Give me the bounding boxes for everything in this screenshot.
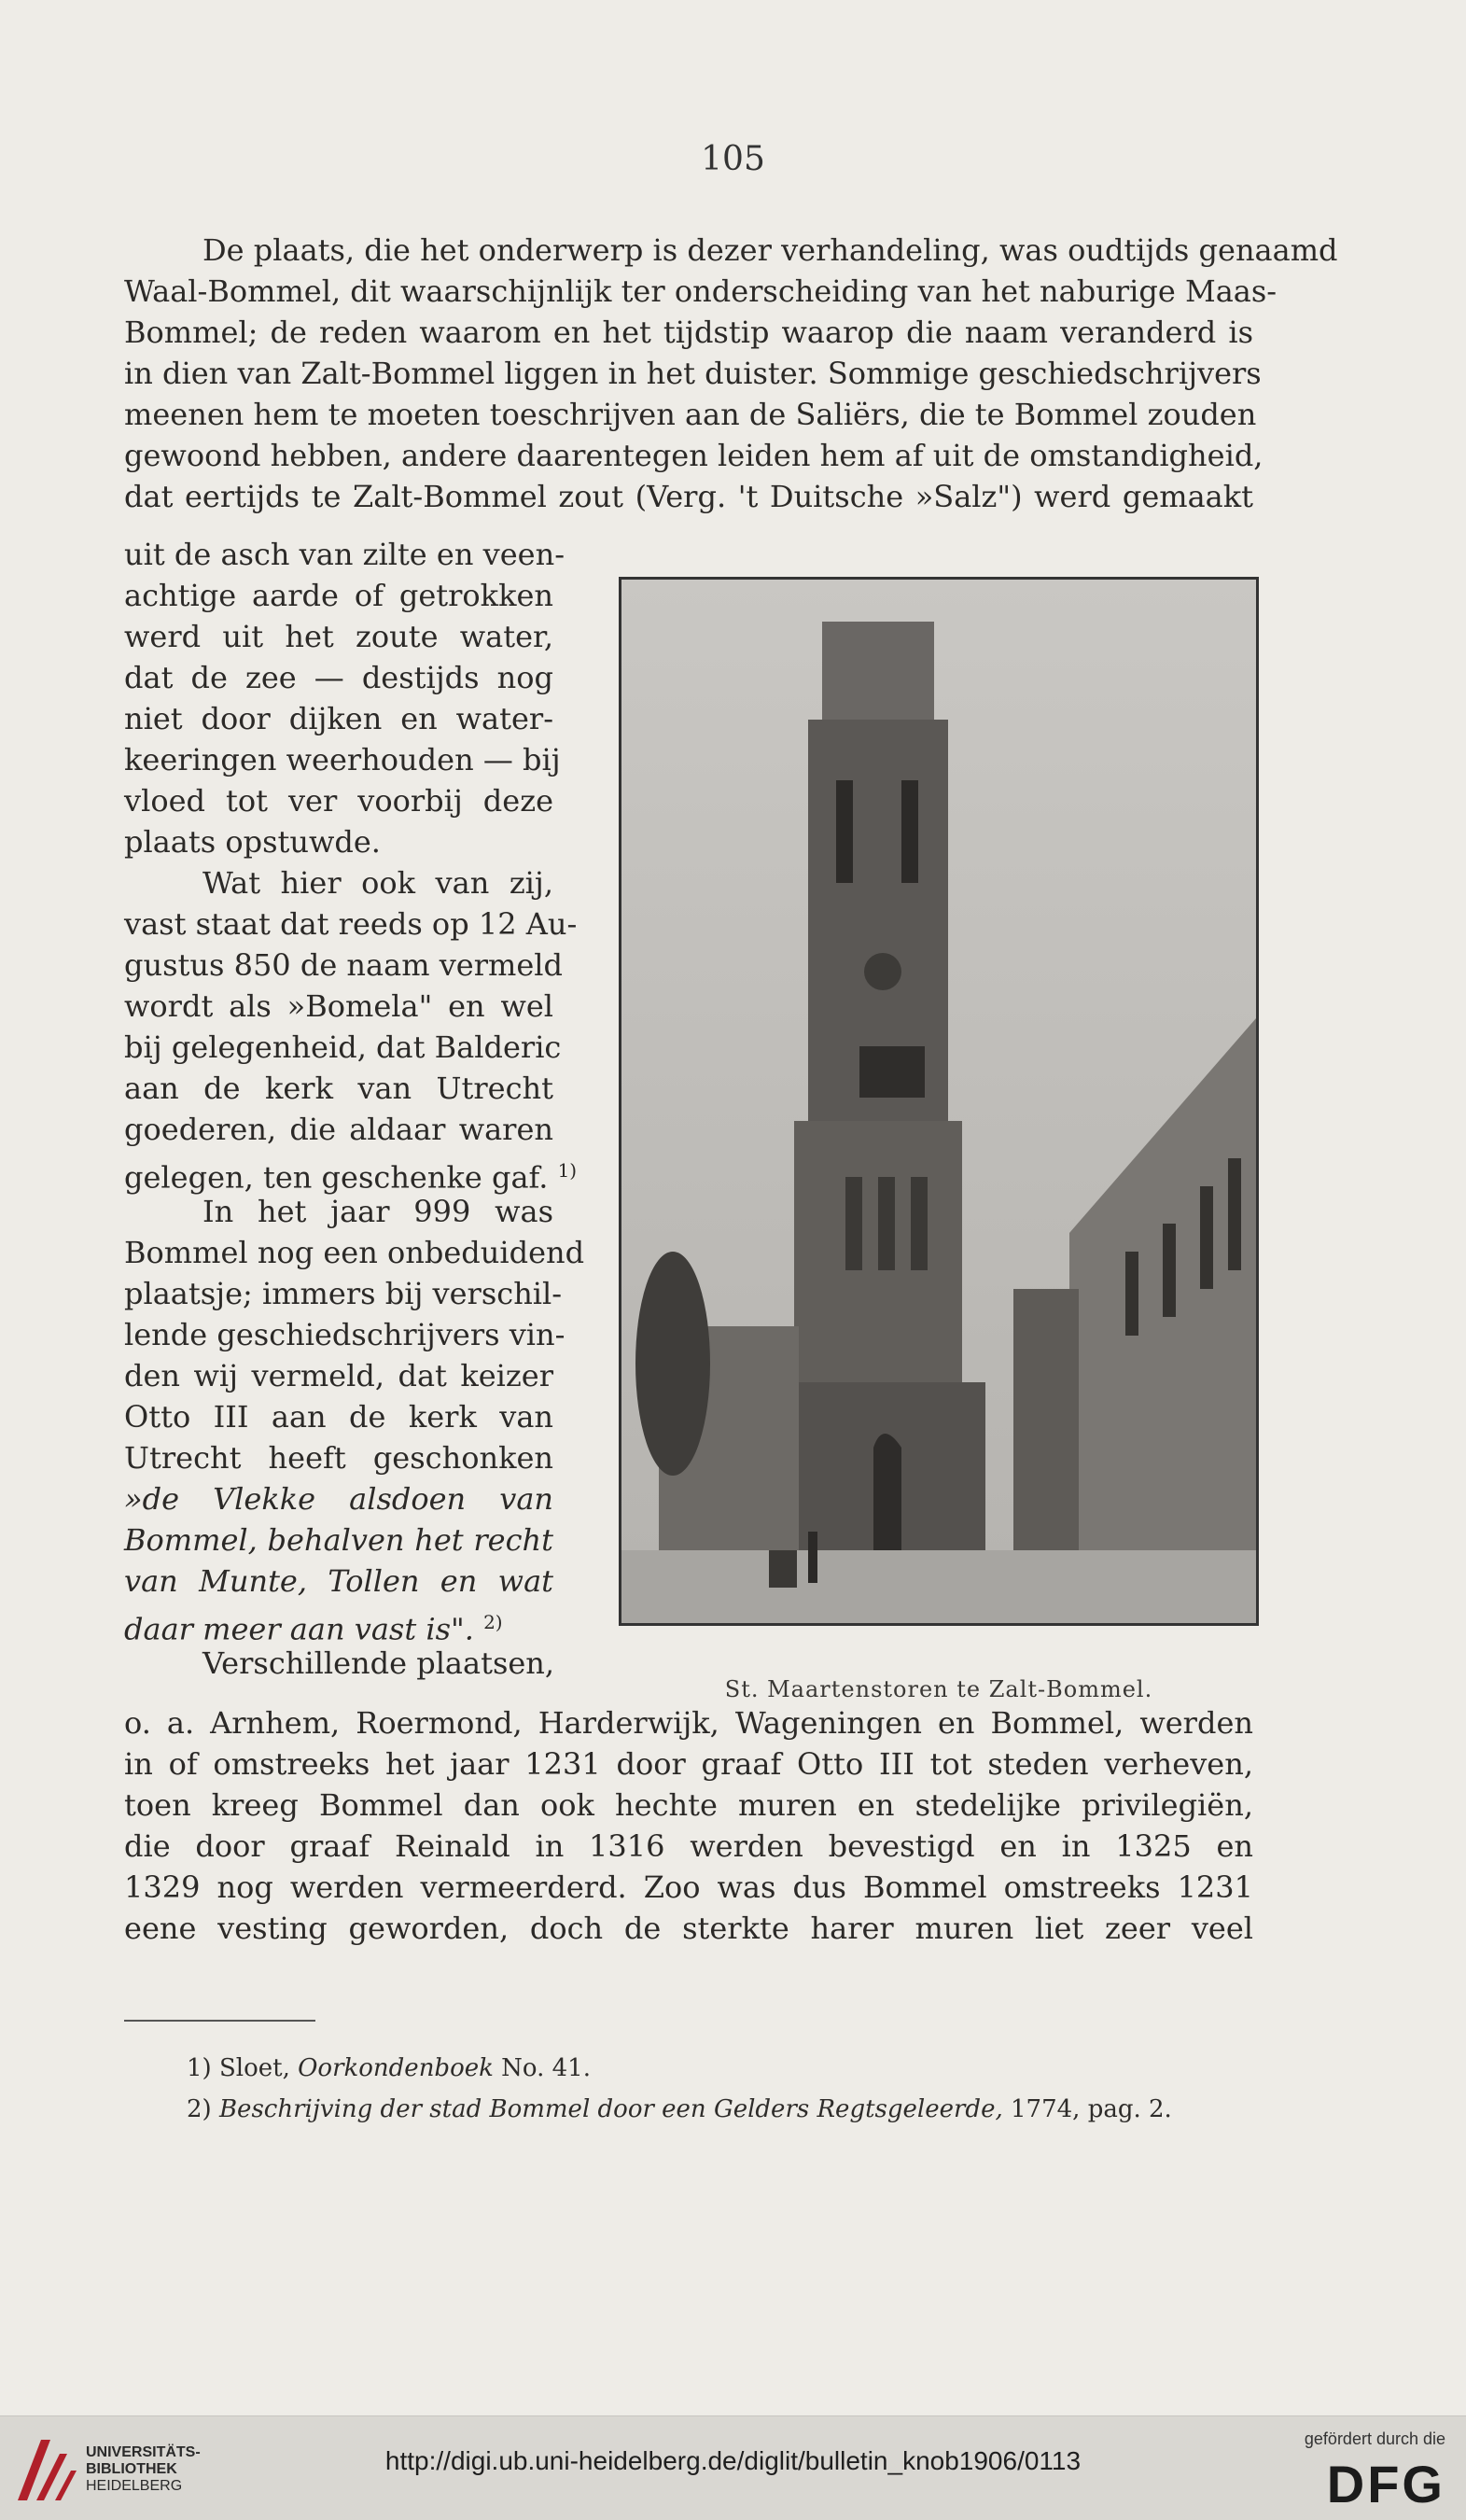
text-line: Utrecht heeft geschonken [124, 1440, 553, 1476]
tower-photograph [619, 577, 1259, 1626]
text-line: 1329 nog werden vermeerderd. Zoo was dus Bommel omstreeks 1231 [124, 1869, 1253, 1905]
text-line: Bommel nog een onbeduidend [124, 1235, 585, 1270]
footnote-rest: 1774, pag. 2. [1011, 2095, 1172, 2123]
footnote-number: 1) [187, 2054, 212, 2082]
text-column-left [124, 534, 585, 1684]
text-line: plaats opstuwde. [124, 824, 381, 860]
viewer-footer [0, 2415, 1466, 2520]
footnote-author: Sloet, [218, 2054, 290, 2082]
line-text: gelegen, ten geschenke gaf. [124, 1159, 549, 1196]
funding-note: gefördert durch die [1304, 2429, 1445, 2448]
text-line: niet door dijken en water- [124, 701, 553, 736]
permalink-url[interactable]: http://digi.ub.uni-heidelberg.de/diglit/bulletin_knob1906/0113 [384, 2446, 1082, 2475]
page-number: 105 [701, 140, 765, 178]
text-line: aan de kerk van Utrecht [124, 1071, 553, 1106]
text-line: toen kreeg Bommel dan ook hechte muren en stedelijke privilegiën, [124, 1787, 1253, 1823]
paragraph-bottom [124, 1702, 1253, 1949]
text-line: den wij vermeld, dat keizer [124, 1358, 553, 1393]
footnote-1 [187, 2048, 1172, 2089]
text-line: van Munte, Tollen en wat [124, 1563, 553, 1599]
text-line: Wat hier ook van zij, [202, 865, 553, 901]
figure-caption: St. Maartenstoren te Zalt-Bommel. [724, 1676, 1153, 1702]
text-line: die door graaf Reinald in 1316 werden bevestigd en in 1325 en [124, 1828, 1253, 1864]
text-line: gewoond hebben, andere daarentegen leiden hem af uit de omstandigheid, [124, 438, 1264, 473]
text-line: lende geschiedschrijvers vin- [124, 1317, 565, 1352]
text-line: Otto III aan de kerk van [124, 1399, 553, 1435]
text-line: Bommel; de reden waarom en het tijdstip waarop die naam veranderd is [124, 315, 1253, 350]
text-line: De plaats, die het onderwerp is dezer verhandeling, was oudtijds genaamd [202, 232, 1338, 268]
text-line: eene vesting geworden, doch de sterkte harer muren liet zeer veel [124, 1911, 1253, 1946]
text-line: keeringen weerhouden — bij [124, 742, 561, 777]
footnote-ref: 2) [483, 1611, 503, 1633]
footnotes [187, 2048, 1172, 2130]
footnote-title: Beschrijving der stad Bommel door een Gelders Regtsgeleerde, [218, 2095, 1003, 2123]
footnote-rest: No. 41. [501, 2054, 591, 2082]
paragraph-top [124, 230, 1338, 517]
text-line: achtige aarde of getrokken [124, 578, 553, 613]
text-line: o. a. Arnhem, Roermond, Harderwijk, Wageningen en Bommel, werden [124, 1705, 1253, 1741]
text-line: bij gelegenheid, dat Balderic [124, 1029, 562, 1065]
footnote-number: 2) [187, 2095, 212, 2123]
line-text: daar meer aan vast is". [124, 1611, 474, 1647]
text-line: werd uit het zoute water, [124, 619, 553, 654]
footnote-title: Oorkondenboek [298, 2054, 494, 2082]
text-line: Waal-Bommel, dit waarschijnlijk ter onderscheiding van het naburige Maas- [124, 273, 1278, 309]
text-line: gustus 850 de naam vermeld [124, 947, 564, 983]
text-line: wordt als »Bomela" en wel [124, 988, 553, 1024]
dfg-logo: DFG [1326, 2455, 1445, 2513]
text-line: in of omstreeks het jaar 1231 door graaf Otto III tot steden verheven, [124, 1746, 1253, 1782]
text-line [124, 1150, 578, 1196]
institution-line: HEIDELBERG [86, 2478, 183, 2494]
text-line: vast staat dat reeds op 12 Au- [124, 906, 578, 942]
institution-line: UNIVERSITÄTS- [86, 2444, 201, 2460]
text-line: plaatsje; immers bij verschil- [124, 1276, 563, 1311]
text-line [124, 1602, 553, 1647]
text-line: vloed tot ver voorbij deze [124, 783, 553, 819]
text-line: goederen, die aldaar waren [124, 1112, 553, 1147]
footnote-2 [187, 2089, 1172, 2130]
text-line: in dien van Zalt-Bommel liggen in het duister. Sommige geschiedschrijvers [124, 356, 1262, 391]
footnote-separator [124, 2020, 315, 2022]
footnote-ref: 1) [557, 1159, 578, 1182]
text-line: Bommel, behalven het recht [124, 1522, 553, 1558]
tower-photo-illustration [621, 580, 1256, 1623]
text-line: meenen hem te moeten toeschrijven aan de Saliërs, die te Bommel zouden [124, 397, 1257, 432]
text-line: dat de zee — destijds nog [124, 660, 553, 695]
text-line: In het jaar 999 was [202, 1194, 553, 1229]
institution-line: BIBLIOTHEK [86, 2461, 177, 2477]
text-line: dat eertijds te Zalt-Bommel zout (Verg. 't Duitsche »Salz") werd gemaakt [124, 479, 1253, 514]
text-line: Verschillende plaatsen, [202, 1645, 555, 1681]
text-line: »de Vlekke alsdoen van [124, 1481, 553, 1517]
text-line: uit de asch van zilte en veen- [124, 537, 565, 572]
